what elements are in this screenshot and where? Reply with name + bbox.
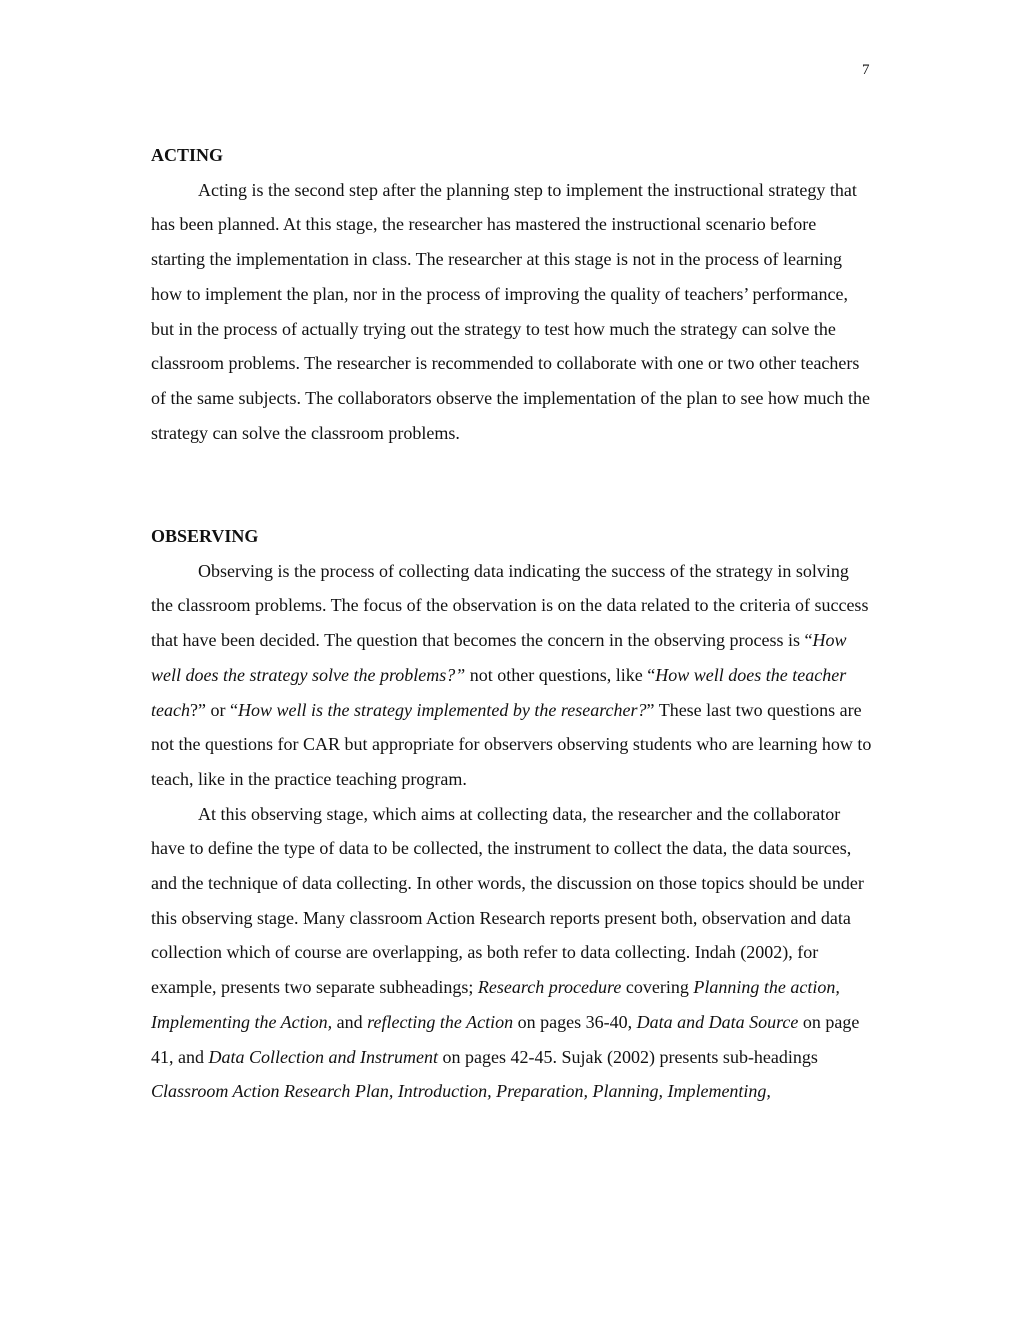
italic-run: Data Collection and Instrument [208,1046,438,1067]
text-run: on page 41, and [151,1011,860,1067]
page-number: 7 [862,62,870,78]
italic-run: How well is the strategy implemented by the researcher? [237,699,647,720]
italic-run: reflecting the Action [367,1011,514,1032]
text-run: At this observing stage, which aims at collecting data, the researcher and the collaborator have to define the type of data to be collected, the instrument to collect the data, the data sources, and the technique of data collecting. In other words, the discussion on those topics should be under this observing stage. Many classroom Action Research reports present both, observation and data collection which of course are overlapping, as both refer to data collecting. Indah (2002), for example, presents two separate subheadings; [151,803,864,998]
text-run: covering [621,977,694,998]
italic-run: Research procedure [477,977,622,998]
section-heading-acting: ACTING [151,145,224,165]
text-run: on pages 42-45. Sujak (2002) presents sub-headings [437,1046,818,1067]
italic-run: Data and Data Source [636,1011,799,1032]
italic-run: Classroom Action Research Plan, Introduction, Preparation, Planning, Implementing, [151,1081,771,1102]
text-run: on pages 36-40, [513,1011,637,1032]
text-run: ?” or “ [189,699,238,720]
section-acting [151,138,873,450]
paragraph-observing-1 [151,554,873,797]
italic-run: How well does the strategy solve the problems?” [151,630,847,685]
text-run: Observing is the process of collecting data indicating the success of the strategy in solving the classroom problems. The focus of the observation is on the data related to the criteria of success that have been decided. The question that becomes the concern in the observing process is “ [151,560,869,651]
italic-run: How well does the teacher teach [151,664,847,720]
section-heading-observing: OBSERVING [151,526,259,546]
section-observing [151,519,873,1109]
text-run: and [332,1011,368,1032]
text-run: not other questions, like “ [465,664,656,685]
text-run: ” These last two questions are not the questions for CAR but appropriate for observers observing students who are learning how to teach, like in the practice teaching program. [151,699,872,789]
italic-run: Planning the action, Implementing the Action, [151,977,840,1032]
paragraph-acting: Acting is the second step after the planning step to implement the instructional strategy that has been planned. At this stage, the researcher has mastered the instructional scenario before starting the implementation in class. The researcher at this stage is not in the process of learning how to implement the plan, nor in the process of improving the quality of teachers’ performance, but in the process of actually trying out the strategy to test how much the strategy can solve the classroom problems. The researcher is recommended to collaborate with one or two other teachers of the same subjects. The collaborators observe the implementation of the plan to see how much the strategy can solve the classroom problems. [151,179,870,443]
paragraph-observing-2 [151,797,873,1109]
